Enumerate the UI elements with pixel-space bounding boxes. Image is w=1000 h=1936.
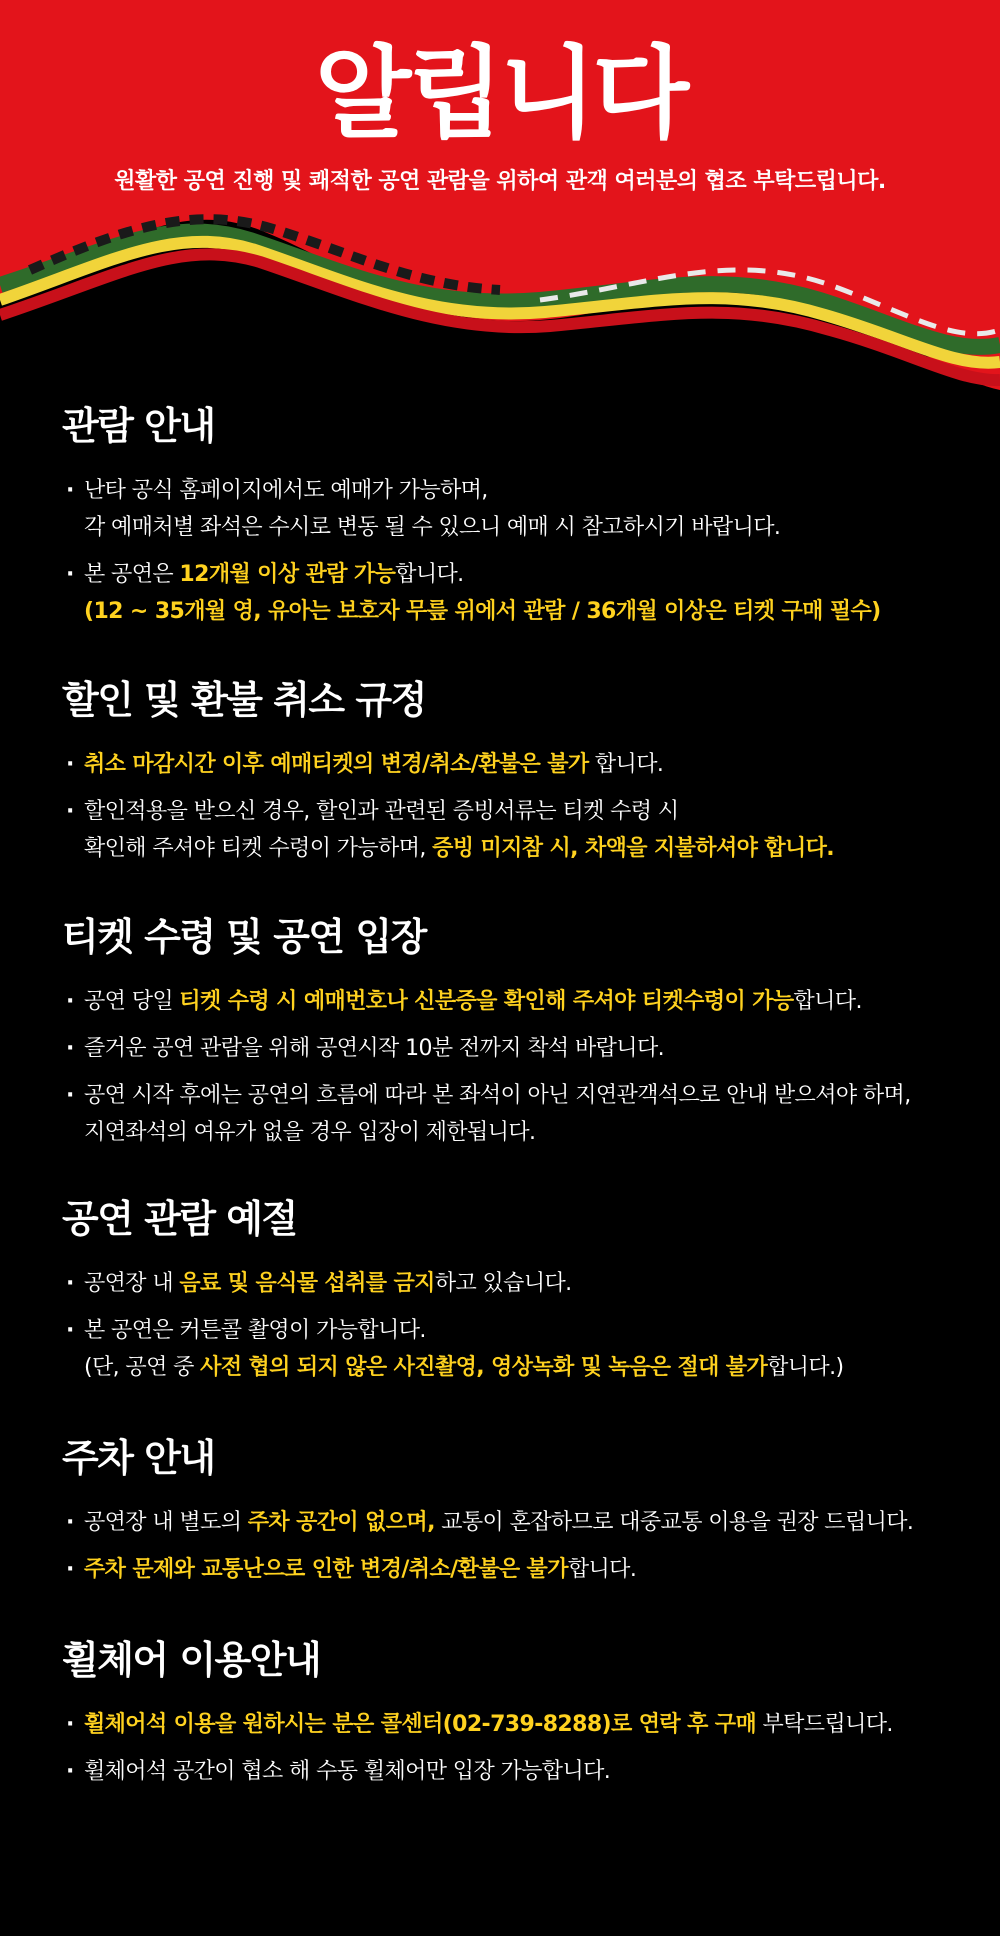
list-item-line — [84, 1706, 940, 1743]
list-item-line — [84, 1349, 940, 1386]
list-item-line — [84, 1312, 940, 1349]
list-item — [60, 1551, 940, 1588]
section-title: 주차 안내 — [62, 1436, 215, 1480]
section-title: 티켓 수령 및 공연 입장 — [62, 915, 426, 959]
body-text: 확인해 주셔야 티켓 수령이 가능하며, — [84, 836, 433, 861]
header-banner — [0, 0, 1000, 430]
notice-section — [0, 398, 1000, 630]
list-item-line — [84, 1265, 940, 1302]
body-text: 교통이 혼잡하므로 대중교통 이용을 권장 드립니다. — [434, 1510, 914, 1535]
body-text: 즐거운 공연 관람을 위해 공연시작 10분 전까지 착석 바랍니다. — [84, 1036, 664, 1061]
highlight-text: (12 ~ 35개월 영, 유아는 보호자 무릎 위에서 관람 / 36개월 이상은 티켓 구매 필수) — [84, 599, 881, 624]
highlight-text: 주차 공간이 없으며, — [247, 1510, 435, 1535]
notice-section — [0, 1191, 1000, 1386]
list-item — [60, 1504, 940, 1541]
section-title: 관람 안내 — [62, 404, 215, 448]
body-text: 휠체어석 공간이 협소 해 수동 휠체어만 입장 가능합니다. — [84, 1759, 611, 1784]
list-item — [60, 1077, 940, 1151]
section-title: 휠체어 이용안내 — [62, 1638, 321, 1682]
list-item-line — [84, 746, 940, 783]
body-text: 합니다. — [567, 1557, 637, 1582]
list-item — [60, 1030, 940, 1067]
list-item — [60, 983, 940, 1020]
body-text: 본 공연은 — [84, 562, 180, 587]
list-item — [60, 472, 940, 546]
highlight-text: 사전 협의 되지 않은 사진촬영, 영상녹화 및 녹음은 절대 불가 — [200, 1355, 768, 1380]
section-title: 공연 관람 예절 — [62, 1197, 297, 1241]
body-text: 난타 공식 홈페이지에서도 예매가 가능하며, — [84, 478, 488, 503]
highlight-text: 주차 문제와 교통난으로 인한 변경/취소/환불은 불가 — [84, 1557, 568, 1582]
body-text: 공연 당일 — [84, 989, 180, 1014]
body-text: 공연 시작 후에는 공연의 흐름에 따라 본 좌석이 아닌 지연관객석으로 안내 받으셔야 하며, — [84, 1083, 911, 1108]
highlight-text: 12개월 이상 관람 가능 — [179, 562, 396, 587]
body-text: 공연장 내 — [84, 1271, 180, 1296]
page-title: 알립니다 — [314, 35, 686, 152]
body-text: 합니다. — [395, 562, 464, 587]
list-item-line — [84, 1504, 940, 1541]
notice-content — [0, 398, 1000, 1800]
body-text: 할인적용을 받으신 경우, 할인과 관련된 증빙서류는 티켓 수령 시 — [84, 799, 679, 824]
notice-section — [0, 672, 1000, 867]
list-item-line — [84, 983, 940, 1020]
list-item-line — [84, 1753, 940, 1790]
body-text: 합니다. — [588, 752, 664, 777]
list-item — [60, 746, 940, 783]
notice-section — [0, 1430, 1000, 1588]
body-text: 본 공연은 커튼콜 촬영이 가능합니다. — [84, 1318, 426, 1343]
highlight-text: 취소 마감시간 이후 예매티켓의 변경/취소/환불은 불가 — [84, 752, 589, 777]
page-subtitle: 원활한 공연 진행 및 쾌적한 공연 관람을 위하여 관객 여러분의 협조 부탁드립니다. — [114, 169, 886, 194]
list-item — [60, 1753, 940, 1790]
list-item-line — [84, 593, 940, 630]
list-item-line — [84, 556, 940, 593]
body-text: 하고 있습니다. — [434, 1271, 572, 1296]
list-item-line — [84, 1077, 940, 1114]
list-item — [60, 1706, 940, 1743]
list-item — [60, 1312, 940, 1386]
body-text: 합니다. — [793, 989, 862, 1014]
list-item-line — [84, 509, 940, 546]
list-item — [60, 556, 940, 630]
list-item — [60, 793, 940, 867]
body-text: 부탁드립니다. — [756, 1712, 893, 1737]
list-item — [60, 1265, 940, 1302]
notice-section — [0, 1632, 1000, 1790]
highlight-text: 휠체어석 이용을 원하시는 분은 콜센터(02-739-8288)로 연락 후 구매 — [84, 1712, 757, 1737]
list-item-line — [84, 472, 940, 509]
section-title: 할인 및 환불 취소 규정 — [62, 678, 426, 722]
highlight-text: 증빙 미지참 시, 차액을 지불하셔야 합니다. — [432, 836, 835, 861]
list-item-line — [84, 830, 940, 867]
body-text: 공연장 내 별도의 — [84, 1510, 248, 1535]
body-text: (단, 공연 중 — [84, 1355, 201, 1380]
body-text: 각 예매처별 좌석은 수시로 변동 될 수 있으니 예매 시 참고하시기 바랍니다. — [84, 515, 781, 540]
list-item-line — [84, 1030, 940, 1067]
highlight-text: 티켓 수령 시 예매번호나 신분증을 확인해 주셔야 티켓수령이 가능 — [179, 989, 794, 1014]
list-item-line — [84, 1114, 940, 1151]
notice-section — [0, 909, 1000, 1151]
body-text: 합니다.) — [767, 1355, 844, 1380]
list-item-line — [84, 793, 940, 830]
list-item-line — [84, 1551, 940, 1588]
highlight-text: 음료 및 음식물 섭취를 금지 — [179, 1271, 435, 1296]
body-text: 지연좌석의 여유가 없을 경우 입장이 제한됩니다. — [84, 1120, 536, 1145]
